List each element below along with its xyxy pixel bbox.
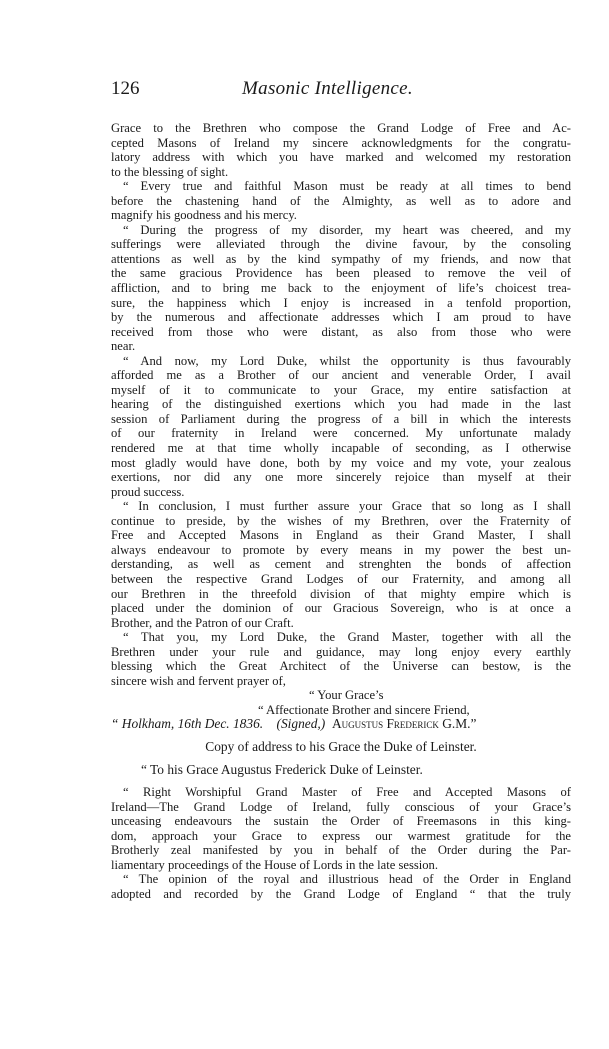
addressee-line: “ To his Grace Augustus Frederick Duke of Leinster. [141, 761, 423, 777]
text-line: attentions as well as by the kind sympathy of my friends, and now that [111, 251, 571, 266]
text-line: “ And now, my Lord Duke, whilst the opportunity is thus favourably [123, 353, 571, 368]
text-line: always endeavour to promote by every means in my power the best un- [111, 542, 571, 557]
sign-off-line: “ Affectionate Brother and sincere Friend, [258, 702, 470, 717]
text-line: session of Parliament during the progress of a bill in which the interests [111, 411, 571, 426]
text-line: unceasing endeavours the sustain the Order of Freemasons in this king- [111, 814, 571, 829]
signature-line [111, 717, 571, 732]
text-line: magnify his goodness and his mercy. [111, 208, 297, 223]
text-line: between the respective Grand Lodges of our Fraternity, and among all [111, 571, 571, 586]
text-line: Grace to the Brethren who compose the Grand Lodge of Free and Ac- [111, 121, 571, 135]
text-line: of our fraternity in Ireland were concerned. My unfortunate malady [111, 426, 571, 441]
text-line: sure, the happiness which I enjoy is increased in a tenfold proportion, [111, 295, 571, 310]
text-line: Ireland—The Grand Lodge of Ireland, fully conscious of your Grace’s [111, 799, 571, 814]
text-line: received from those who were distant, as also from those who were [111, 324, 571, 339]
running-title: Masonic Intelligence. [242, 78, 413, 99]
text-line: to the blessing of sight. [111, 164, 229, 179]
spacer [111, 777, 571, 785]
section-heading: Copy of address to his Grace the Duke of Leinster. [205, 738, 477, 754]
text-line: “ Every true and faithful Mason must be ready at all times to bend [123, 179, 571, 194]
text-line: exertions, nor did any one more sincerely rejoice than myself at their [111, 470, 571, 485]
text-line: Brethren under your rule and guidance, may long enjoy every earthly [111, 644, 571, 659]
signature: Augustus Frederick G.M.” [331, 716, 477, 732]
text-line: rendered me at that time wholly incapable of seconding, as I otherwise [111, 441, 571, 456]
text-line: sincere wish and fervent prayer of, [111, 673, 286, 688]
text-line: myself of it to communicate to your Grace, my entire satisfaction at [111, 382, 571, 397]
text-line: cepted Masons of Ireland my sincere acknowledgments for the congratu- [111, 135, 571, 150]
text-line: most gladly would have done, both by my voice and my vote, your zealous [111, 455, 571, 470]
page-number: 126 [111, 78, 140, 99]
text-line: dom, approach your Grace to express our warmest gratitude for the [111, 828, 571, 843]
text-line: afforded me as a Brother of our ancient and venerable Order, I avail [111, 368, 571, 383]
text-line: near. [111, 339, 136, 354]
text-line: sufferings were alleviated through the divine favour, by the consoling [111, 237, 571, 252]
text-line: Free and Accepted Masons in England as their Grand Master, I shall [111, 528, 571, 543]
text-line: before the chastening hand of the Almighty, as well as to adore and [111, 193, 571, 208]
text-line: continue to preside, by the wishes of my Brethren, over the Fraternity of [111, 513, 571, 528]
text-line: derstanding, as well as cement and strenghten the bonds of affection [111, 557, 571, 572]
sign-off-line: “ Your Grace’s [309, 688, 384, 703]
date-place: “ Holkham, 16th Dec. 1836. [111, 716, 264, 732]
text-line: “ During the progress of my disorder, my heart was cheered, and my [123, 222, 571, 237]
page-header [111, 78, 544, 106]
text-line: “ That you, my Lord Duke, the Grand Master, together with all the [123, 630, 571, 645]
text-line: the same gracious Providence has been pleased to remove the veil of [111, 266, 571, 281]
text-line: “ In conclusion, I must further assure your Grace that so long as I shall [123, 499, 571, 514]
text-line: affliction, and to bring me back to the enjoyment of life’s choicest trea- [111, 281, 571, 296]
text-line: blessing which the Great Architect of the Universe can bestow, is the [111, 659, 571, 674]
text-line: our Brethren in the threefold division of that mighty empire which is [111, 586, 571, 601]
text-line: “ The opinion of the royal and illustrious head of the Order in England [123, 872, 571, 887]
text-line: “ Right Worshipful Grand Master of Free and Accepted Masons of [123, 785, 571, 800]
signed-label: (Signed,) [276, 716, 326, 732]
text-line: liamentary proceedings of the House of Lords in the late session. [111, 857, 439, 872]
page-body [111, 121, 571, 901]
text-line: adopted and recorded by the Grand Lodge of England “ that the truly [111, 886, 571, 901]
text-line: proud success. [111, 484, 185, 499]
text-line: Brotherly zeal manifested by you in behalf of the Order during the Par- [111, 843, 571, 858]
text-line: hearing of the distinguished exertions which you had made in the last [111, 397, 571, 412]
text-line: by the numerous and affectionate addresses which I am proud to have [111, 310, 571, 325]
text-line: placed under the dominion of our Gracious Sovereign, who is at once a [111, 601, 571, 616]
text-line: Brother, and the Patron of our Craft. [111, 615, 294, 630]
text-line: latory address with which you have marked and welcomed my restoration [111, 150, 571, 165]
